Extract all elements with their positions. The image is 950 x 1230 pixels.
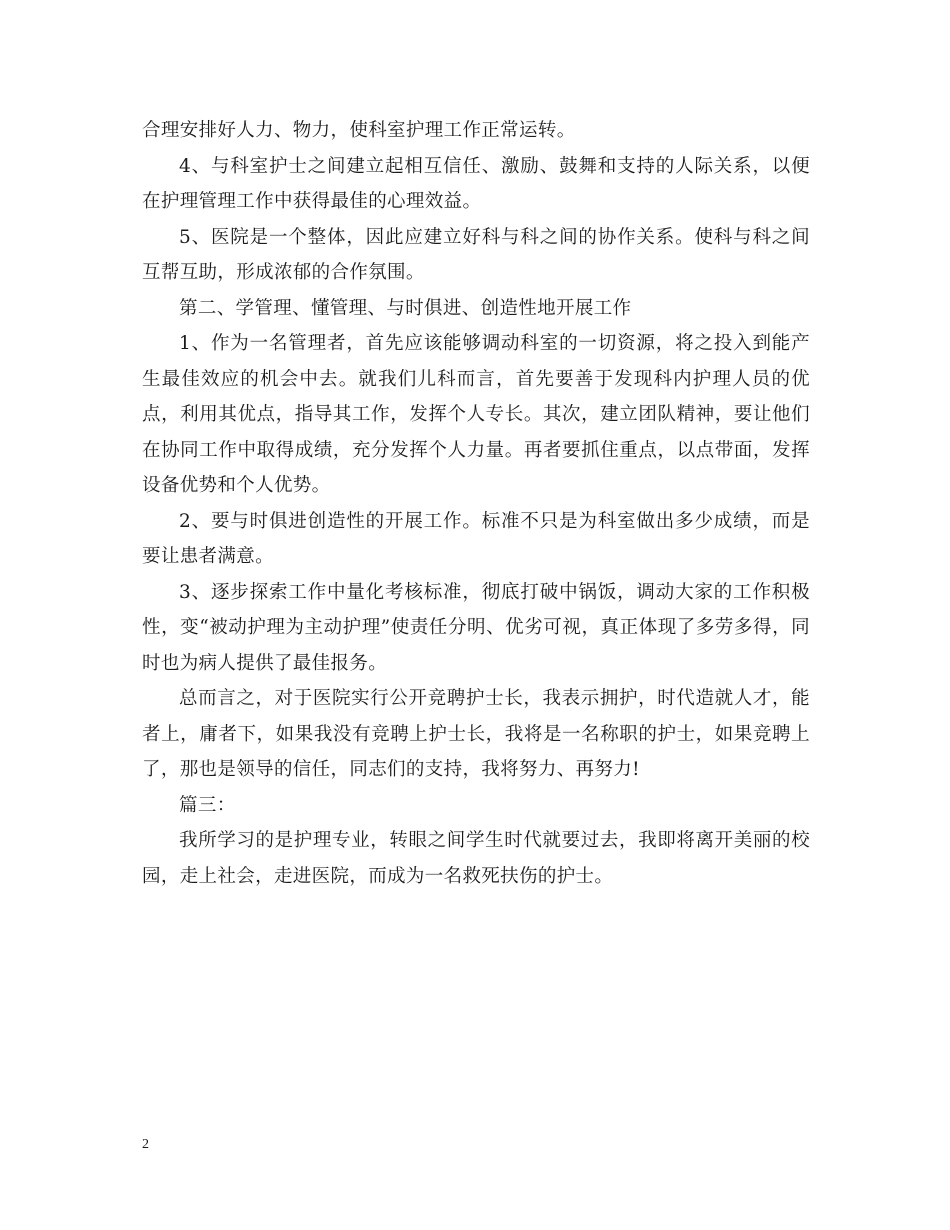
paragraph-item-2: 2、要与时俱进创造性的开展工作。标准不只是为科室做出多少成绩，而是要让患者满意。 bbox=[142, 510, 810, 567]
paragraph-item-1: 1、作为一名管理者，首先应该能够调动科室的一切资源，将之投入到能产生最佳效应的机会中去。就我们儿科而言，首先要善于发现科内护理人员的优点，利用其优点，指导其工作，发挥个人专长。其次，建立团队精神，要让他们在协同工作中取得成绩，充分发挥个人力量。再者要抓住重点，以点带面，发挥设备优势和个人优势。 bbox=[142, 333, 810, 496]
paragraph-continuation: 合理安排好人力、物力，使科室护理工作正常运转。 bbox=[142, 120, 576, 141]
paragraph-item-5: 5、医院是一个整体，因此应建立好科与科之间的协作关系。使科与科之间互帮互助，形成浓郁的合作氛围。 bbox=[142, 226, 810, 283]
paragraph-item-3: 3、逐步探索工作中量化考核标准，彻底打破中锅饭，调动大家的工作积极性，变“被动护理为主动护理”使责任分明、优劣可视，真正体现了多劳多得，同时也为病人提供了最佳报务。 bbox=[142, 581, 810, 674]
page-number: 2 bbox=[142, 1137, 149, 1152]
paragraph-item-4: 4、与科室护士之间建立起相互信任、激励、鼓舞和支持的人际关系，以便在护理管理工作中获得最佳的心理效益。 bbox=[142, 155, 810, 212]
paragraph-part-three-intro: 我所学习的是护理专业，转眼之间学生时代就要过去，我即将离开美丽的校园，走上社会，走进医院，而成为一名救死扶伤的护士。 bbox=[142, 830, 810, 887]
document-body bbox=[142, 113, 810, 894]
section-heading-part-three: 篇三： bbox=[179, 794, 236, 816]
paragraph-conclusion: 总而言之，对于医院实行公开竞聘护士长，我表示拥护，时代造就人才，能者上，庸者下，如果我没有竞聘上护士长，我将是一名称职的护士，如果竞聘上了，那也是领导的信任，同志们的支持，我将努力、再努力! bbox=[142, 688, 810, 780]
section-heading-second: 第二、学管理、懂管理、与时俱进、创造性地开展工作 bbox=[179, 297, 632, 319]
